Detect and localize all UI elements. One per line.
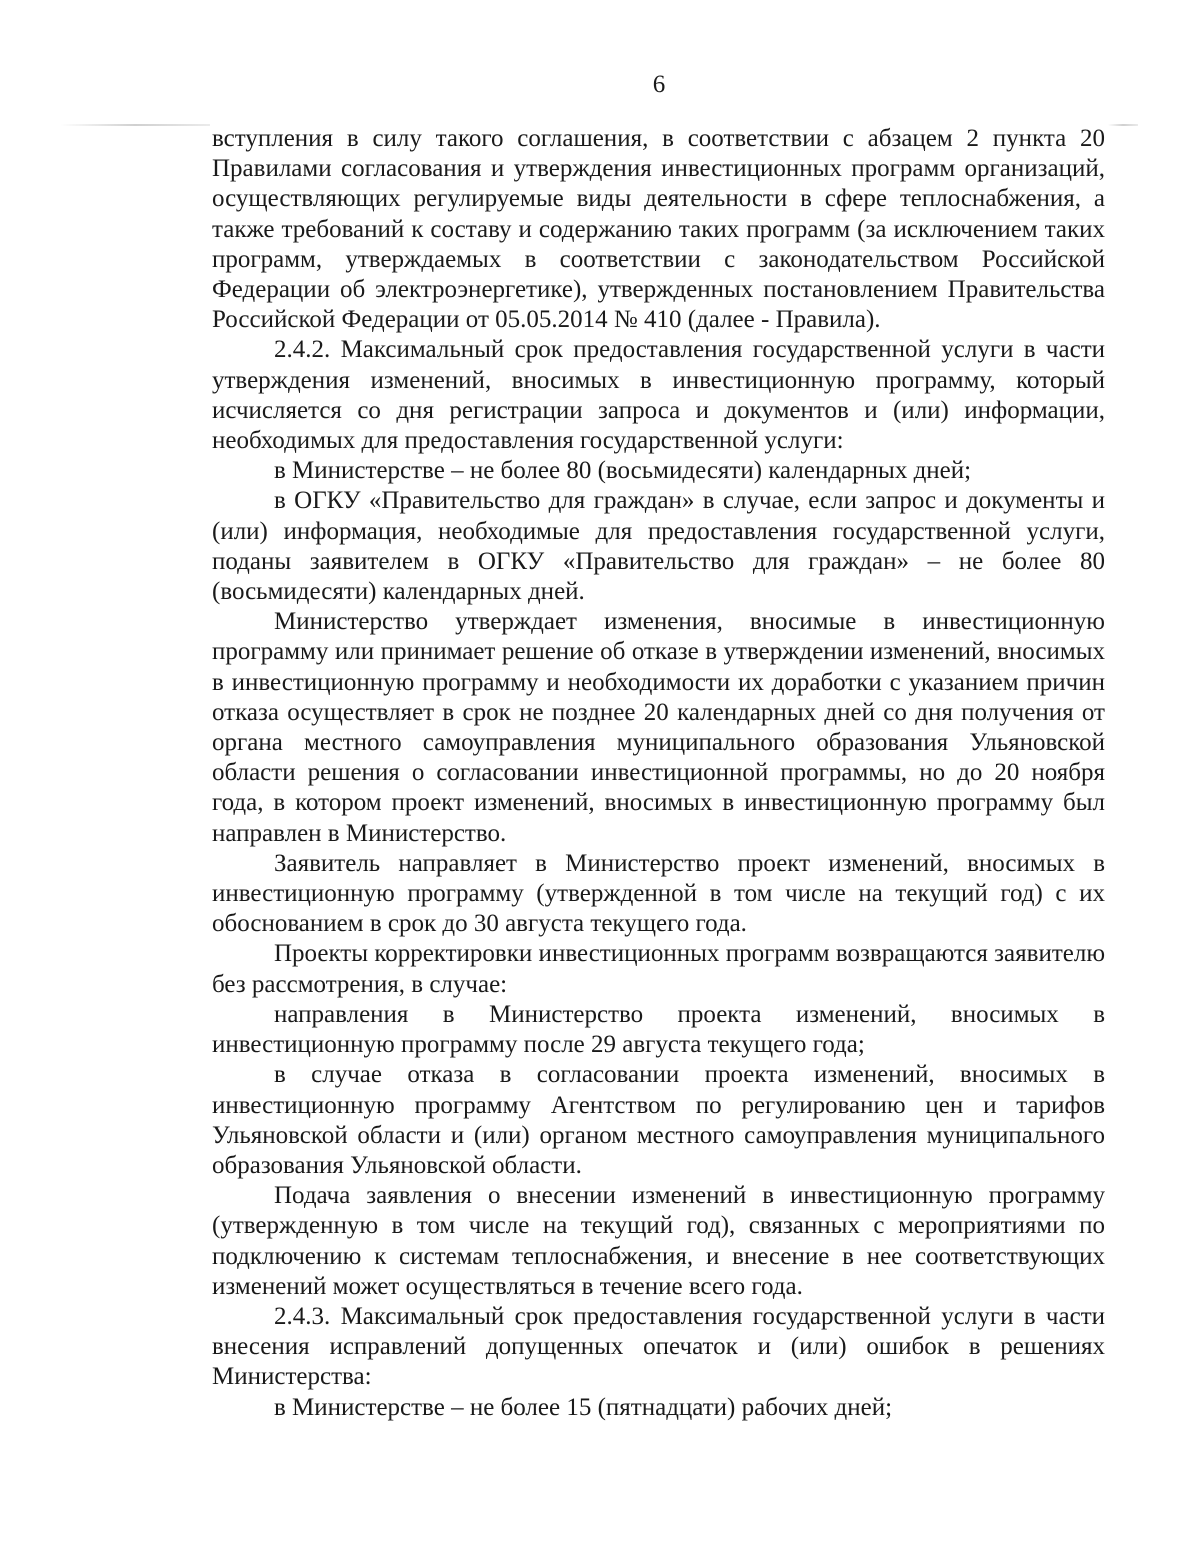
paragraph-continuation: вступления в силу такого соглашения, в соответствии с абзацем 2 пункта 20 Правилами согласования и утверждения инвестиционных программ организаций, осуществляющих регулируемые виды деятельности в сфере теплоснабжения, а также требований к составу и содержанию таких программ (за исключением таких программ, утверждаемых в соответствии с законодательством Российской Федерации об электроэнергетике), утвержденных постановлением Правительства Российской Федерации от 05.05.2014 № 410 (далее - Правила). [212,125,1105,334]
paragraph-return-case-2: в случае отказа в согласовании проекта изменений, вносимых в инвестиционную программу Агентством по регулированию цен и тарифов Ульяновской области и (или) органом местного самоуправления муниципального образования Ульяновской области. [212,1061,1105,1179]
document-body [212,124,1105,1423]
paragraph-2-4-2: 2.4.2. Максимальный срок предоставления государственной услуги в части утверждения изменений, вносимых в инвестиционную программу, который исчисляется со дня регистрации запроса и документов и (или) информации, необходимых для предоставления государственной услуги: [212,336,1105,455]
scan-artifact-right [1108,124,1138,126]
paragraph-ministry-term: в Министерстве – не более 80 (восьмидесяти) календарных дней; [274,457,972,485]
paragraph-return-case-1: направления в Министерство проекта изменений, вносимых в инвестиционную программу после 29 августа текущего года; [212,1000,1105,1059]
paragraph-projects-returned: Проекты корректировки инвестиционных программ возвращаются заявителю без рассмотрения, в случае: [212,940,1105,998]
scan-artifact-left [60,124,210,126]
paragraph-ogku-term: в ОГКУ «Правительство для граждан» в случае, если запрос и документы и (или) информация, необходимые для предоставления государственной услуги, поданы заявителем в ОГКУ «Правительство для граждан» – не более 80 (восьмидесяти) календарных дней. [212,487,1105,606]
page-number: 6 [652,71,666,98]
paragraph-ministry-15-days: в Министерстве – не более 15 (пятнадцати) рабочих дней; [274,1393,893,1421]
paragraph-applicant-submission: Заявитель направляет в Министерство проект изменений, вносимых в инвестиционную программу (утвержденной в том числе на текущий год) с их обоснованием в срок до 30 августа текущего года. [212,849,1105,938]
paragraph-ministry-approval: Министерство утверждает изменения, вносимые в инвестиционную программу или принимает решение об отказе в утверждении изменений, вносимых в инвестиционную программу и необходимости их доработки с указанием причин отказа осуществляет в срок не позднее 20 календарных дней со дня получения от органа местного самоуправления муниципального образования Ульяновской области решения о согласовании инвестиционной программы, но до 20 ноября года, в котором проект изменений, вносимых в инвестиционную программу был направлен в Министерство. [212,608,1105,847]
paragraph-heat-connection: Подача заявления о внесении изменений в инвестиционную программу (утвержденную в том числе на текущий год), связанных с мероприятиями по подключению к системам теплоснабжения, и внесение в нее соответствующих изменений может осуществляться в течение всего года. [212,1182,1105,1300]
paragraph-2-4-3: 2.4.3. Максимальный срок предоставления государственной услуги в части внесения исправлений допущенных опечаток и (или) ошибок в решениях Министерства: [212,1302,1105,1391]
